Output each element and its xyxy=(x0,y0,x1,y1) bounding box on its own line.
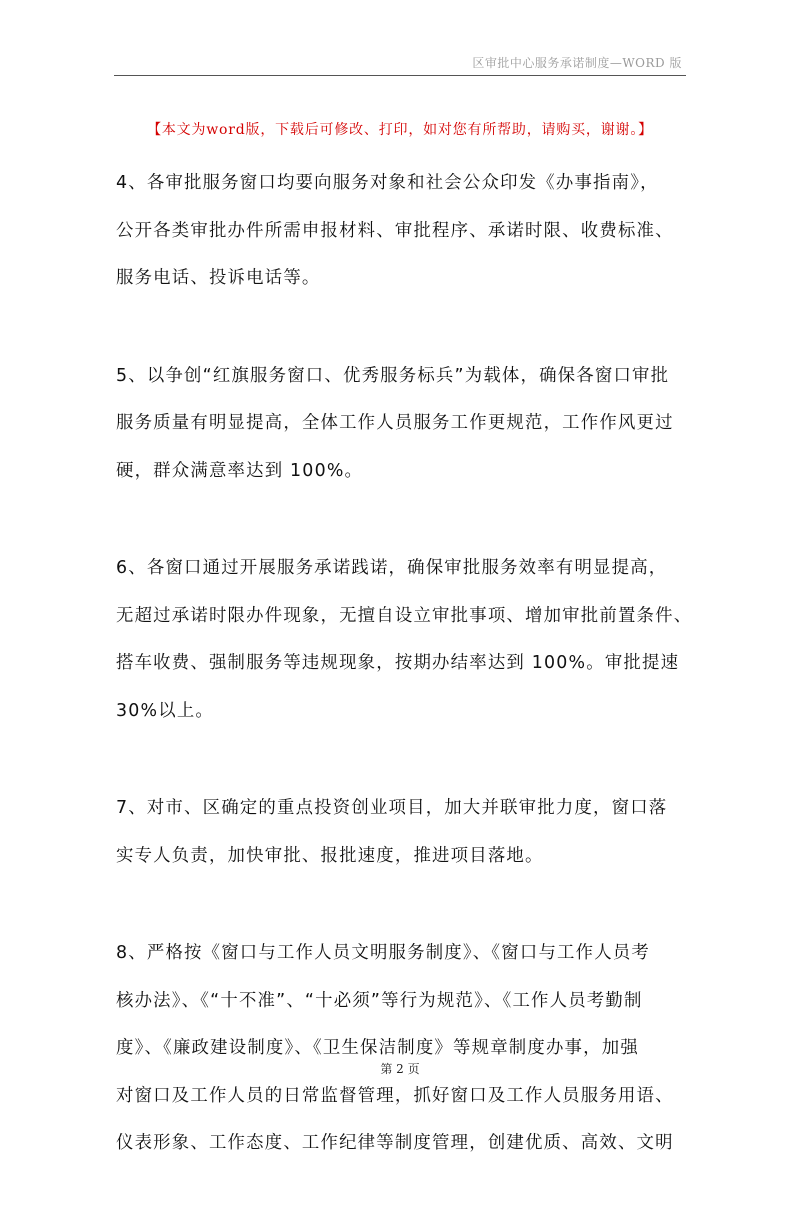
paragraph-item-4 xyxy=(116,160,688,303)
document-header-title: 区审批中心服务承诺制度—WORD 版 xyxy=(472,56,682,70)
paragraph-line: 5、以争创“红旗服务窗口、优秀服务标兵”为载体，确保各窗口审批 xyxy=(116,365,670,386)
paragraph-line: 公开各类审批办件所需申报材料、审批程序、承诺时限、收费标准、 xyxy=(116,220,674,241)
paragraph-line: 无超过承诺时限办件现象，无擅自设立审批事项、增加审批前置条件、 xyxy=(116,605,693,626)
paragraph-line: 7、对市、区确定的重点投资创业项目，加大并联审批力度，窗口落 xyxy=(116,798,668,818)
paragraph-item-6 xyxy=(116,545,693,735)
paragraph-item-5 xyxy=(116,353,688,496)
paragraph-line: 仪表形象、工作态度、工作纪律等制度管理，创建优质、高效、文明 xyxy=(116,1133,674,1153)
paragraph-line: 6、各窗口通过开展服务承诺践诺，确保审批服务效率有明显提高， xyxy=(116,558,668,578)
paragraph-line: 实专人负责，加快审批、报批速度，推进项目落地。 xyxy=(116,845,544,866)
paragraph-line: 度》、《廉政建设制度》、《卫生保洁制度》等规章制度办事，加强 xyxy=(116,1038,639,1058)
download-notice: 【本文为word版，下载后可修改、打印，如对您有所帮助，请购买，谢谢。】 xyxy=(147,122,653,138)
paragraph-line: 核办法》、《“十不准”、“十必须”等行为规范》、《工作人员考勤制 xyxy=(116,990,643,1011)
document-body xyxy=(116,160,693,1218)
paragraph-line: 8、严格按《窗口与工作人员文明服务制度》、《窗口与工作人员考 xyxy=(116,943,650,963)
paragraph-line: 服务电话、投诉电话等。 xyxy=(116,268,321,288)
paragraph-line: 4、各审批服务窗口均要向服务对象和社会公众印发《办事指南》， xyxy=(116,173,659,193)
header-divider xyxy=(114,75,686,76)
paragraph-line: 硬，群众满意率达到 100%。 xyxy=(116,460,364,481)
page-number: 第 2 页 xyxy=(380,1062,420,1076)
paragraph-item-7 xyxy=(116,785,688,880)
paragraph-line: 搭车收费、强制服务等违规现象，按期办结率达到 100%。审批提速 xyxy=(116,653,680,673)
paragraph-line: 对窗口及工作人员的日常监督管理，抓好窗口及工作人员服务用语、 xyxy=(116,1085,674,1106)
paragraph-line: 服务质量有明显提高，全体工作人员服务工作更规范，工作作风更过 xyxy=(116,413,674,433)
paragraph-line: 30%以上。 xyxy=(116,700,215,721)
